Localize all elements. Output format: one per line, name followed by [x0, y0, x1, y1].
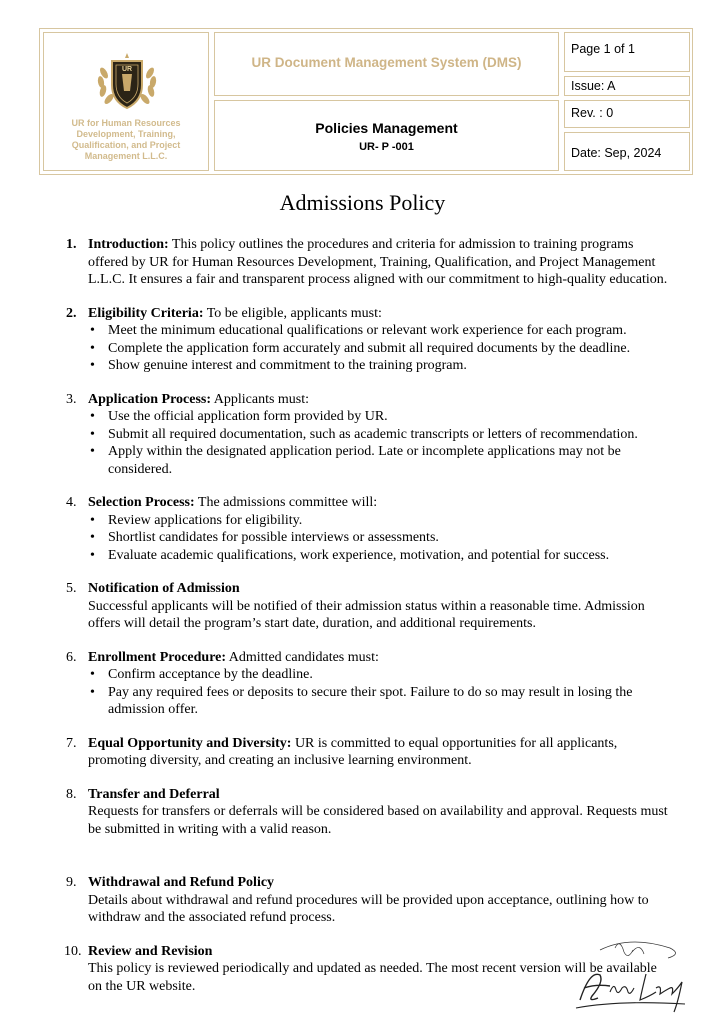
section-notification — [64, 580, 674, 633]
document-title: Admissions Policy — [279, 190, 446, 215]
section-text: This policy is reviewed periodically and updated as needed. The most recent version will be available on the UR website. — [88, 961, 657, 994]
section-heading: Eligibility Criteria: — [88, 305, 204, 321]
section-eligibility — [64, 305, 674, 375]
organization-name: UR for Human Resources Development, Training, Qualification, and Project Management L.L.C. — [71, 118, 181, 161]
list-item: • Complete the application form accurately and submit all required documents by the deadline. — [88, 340, 674, 358]
policy-code: UR- P -001 — [359, 141, 414, 153]
section-heading: Selection Process: — [88, 495, 195, 510]
section-text: Details about withdrawal and refund procedures will be provided upon acceptance, outlining how to withdraw and the associated refund process. — [88, 892, 649, 925]
section-text: Applicants must: — [213, 391, 310, 407]
issue-date: Date: Sep, 2024 — [571, 146, 662, 160]
list-item: • Confirm acceptance by the deadline. — [88, 666, 674, 684]
section-number: 8. — [66, 786, 77, 802]
section-text: The admissions committee will: — [197, 495, 378, 510]
policy-category-title: Policies Management — [315, 120, 458, 136]
policy-cell — [214, 100, 559, 171]
system-title: UR Document Management System (DMS) — [251, 55, 522, 70]
section-number: 1. — [66, 237, 77, 252]
policy-content — [64, 236, 674, 1011]
list-item: • Pay any required fees or deposits to secure their spot. Failure to do so may result in losing the admission offer. — [88, 684, 674, 719]
section-number: 10. — [64, 943, 82, 959]
section-number: 3. — [66, 391, 77, 407]
section-number: 6. — [66, 649, 77, 665]
signature-image — [570, 930, 690, 1015]
list-item: • Meet the minimum educational qualifications or relevant work experience for each program. — [88, 322, 674, 340]
section-heading: Introduction: — [88, 237, 169, 252]
section-heading: Enrollment Procedure: — [88, 649, 227, 665]
list-item: • Use the official application form provided by UR. — [88, 408, 674, 426]
section-number: 2. — [66, 305, 77, 321]
section-application-process — [64, 391, 674, 479]
section-number: 5. — [66, 581, 77, 596]
list-item: • Evaluate academic qualifications, work experience, motivation, and potential for success. — [88, 547, 674, 565]
page-cell — [564, 32, 690, 72]
section-equal-opportunity — [64, 735, 674, 770]
revision-label: Rev. : 0 — [571, 106, 614, 120]
section-heading: Withdrawal and Refund Policy — [88, 875, 275, 890]
page-number: Page 1 of 1 — [571, 42, 635, 56]
list-item: • Shortlist candidates for possible interviews or assessments. — [88, 529, 674, 547]
list-item: • Show genuine interest and commitment to the training program. — [88, 357, 674, 375]
section-heading: Transfer and Deferral — [88, 786, 220, 802]
section-heading: Review and Revision — [88, 943, 213, 959]
issue-cell — [564, 76, 690, 96]
list-item: • Submit all required documentation, such as academic transcripts or letters of recommendation. — [88, 426, 674, 444]
section-withdrawal-refund — [64, 874, 674, 927]
section-text: This policy outlines the procedures and criteria for admission to training programs offered by UR for Human Resources Development, Training, Qualification, and Project Management L.L.C. It ensures a fair and transparent process aligned with our commitment to high-quality education. — [88, 237, 668, 287]
section-selection-process — [64, 494, 674, 564]
section-text: To be eligible, applicants must: — [206, 305, 382, 321]
section-number: 4. — [66, 495, 77, 510]
document-header — [39, 28, 693, 175]
list-item: • Review applications for eligibility. — [88, 512, 674, 530]
section-text: Successful applicants will be notified of their admission status within a reasonable time. Admission offers will detail the program’s start date, duration, and additional requirements. — [88, 598, 645, 631]
section-heading: Application Process: — [88, 391, 212, 407]
logo-monogram: UR — [121, 66, 133, 73]
section-transfer-deferral — [64, 786, 674, 839]
section-enrollment — [64, 649, 674, 719]
section-heading: Equal Opportunity and Diversity: — [88, 735, 292, 751]
section-number: 9. — [66, 875, 77, 890]
list-item: • Apply within the designated application period. Late or incomplete applications may not be considered. — [88, 443, 674, 478]
dms-title-cell — [214, 32, 559, 96]
section-text: Requests for transfers or deferrals will be considered based on availability and approval. Requests must be submitted in writing with a valid reason. — [88, 804, 668, 837]
section-text: Admitted candidates must: — [228, 649, 379, 665]
logo-cell — [43, 32, 209, 171]
section-introduction — [64, 236, 674, 289]
section-text: UR is committed to equal opportunities for all applicants, promoting diversity, and creating an inclusive learning environment. — [88, 735, 618, 768]
section-number: 7. — [66, 735, 77, 751]
company-logo-emblem — [92, 51, 162, 113]
section-heading: Notification of Admission — [88, 581, 240, 596]
date-cell — [564, 132, 690, 171]
issue-label: Issue: A — [571, 79, 616, 93]
revision-cell — [564, 100, 690, 128]
